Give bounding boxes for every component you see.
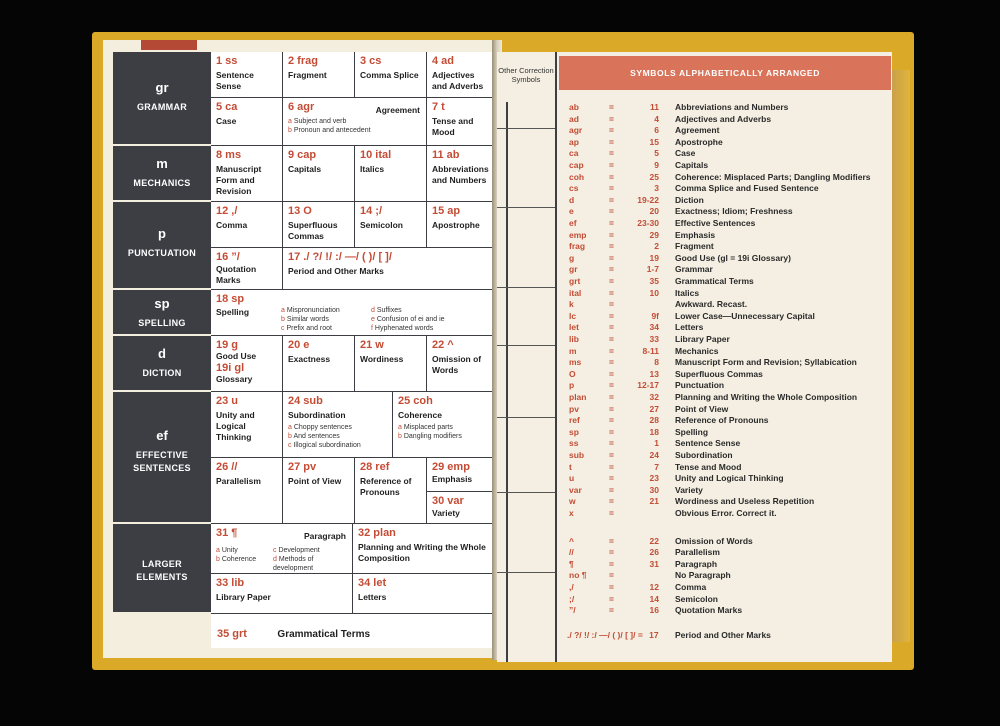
symbol-section: 31 — [649, 558, 659, 569]
symbol-equals: = — [609, 450, 614, 460]
symbol-equals: = — [609, 593, 614, 604]
symbol-row — [569, 450, 889, 462]
symbol-description: Grammatical Terms — [675, 276, 754, 286]
symbol-code: w — [569, 496, 576, 507]
symbol-equals: = — [609, 547, 614, 558]
symbol-section: 1 — [654, 438, 659, 449]
symbol-equals: = — [609, 183, 614, 194]
symbol-equals: = — [609, 345, 614, 356]
symbol-row — [569, 473, 889, 485]
category-grammar: gr GRAMMAR — [113, 52, 211, 144]
symbol-section: 8-11 — [642, 345, 659, 356]
symbol-code: frag — [569, 241, 586, 252]
symbol-description: Punctuation — [675, 380, 725, 391]
symbol-section: 28 — [649, 415, 659, 426]
symbol-row — [569, 605, 889, 617]
symbol-row — [569, 438, 889, 450]
cell-22: 22 ^ Omission of Words — [427, 336, 494, 392]
symbol-description: Reference of Pronouns — [675, 415, 769, 426]
symbol-description: Unity and Logical Thinking — [675, 473, 784, 484]
cell-12: 12 ,/ Comma — [211, 202, 283, 248]
cell-14: 14 ;/ Semicolon — [355, 202, 427, 248]
category-spelling: sp SPELLING — [113, 290, 211, 334]
left-page — [103, 40, 494, 658]
symbol-row — [569, 148, 889, 160]
symbol-section: 26 — [649, 547, 659, 558]
symbol-section: 16 — [649, 605, 659, 616]
symbol-equals: = — [609, 113, 614, 124]
symbol-equals: = — [609, 438, 614, 449]
symbol-description: Superfluous Commas — [675, 368, 763, 379]
symbol-section: 34 — [649, 322, 659, 333]
symbol-row — [569, 264, 889, 276]
cell-7: 7 t Tense and Mood — [427, 98, 494, 146]
symbol-description: Case — [675, 148, 696, 159]
symbol-equals: = — [609, 264, 614, 275]
symbol-row — [569, 380, 889, 392]
symbol-code: t — [569, 461, 572, 472]
symbol-code: g — [569, 252, 575, 263]
symbol-code: emp — [569, 229, 587, 240]
cell-29: 29 emp Emphasis — [427, 458, 494, 492]
symbol-description: Wordiness and Useless Repetition — [675, 496, 815, 507]
symbols-header: SYMBOLS ALPHABETICALLY ARRANGED — [559, 56, 891, 90]
category-mechanics: m MECHANICS — [113, 146, 211, 200]
symbol-code: ss — [569, 438, 579, 449]
cell-10: 10 ital Italics — [355, 146, 427, 202]
symbol-description: Emphasis — [675, 229, 716, 240]
symbol-equals: = — [609, 194, 614, 205]
symbol-row — [569, 172, 889, 184]
symbol-description: Diction — [675, 194, 704, 205]
symbol-description: Paragraph — [675, 558, 718, 569]
symbol-row — [569, 462, 889, 474]
cell-21: 21 w Wordiness — [355, 336, 427, 392]
symbol-code: lib — [569, 334, 579, 344]
symbol-equals: = — [609, 473, 614, 484]
symbol-section: 33 — [649, 334, 659, 344]
symbol-section: 9 — [654, 160, 659, 170]
symbol-equals: = — [609, 558, 614, 569]
symbol-code: sub — [569, 450, 585, 460]
symbol-description: Italics — [675, 287, 700, 298]
symbol-code: gr — [569, 264, 578, 275]
cell-35: 35 grt Grammatical Terms — [217, 628, 371, 640]
symbol-code: agr — [569, 125, 583, 136]
symbol-equals: = — [609, 570, 614, 581]
symbol-description: Coherence: Misplaced Parts; Dangling Modifiers — [675, 171, 871, 182]
symbol-equals: = — [609, 535, 614, 546]
symbol-equals: = — [609, 605, 614, 616]
cell-17: 17 ./ ?/ !/ :/ —/ ( )/ [ ]/ Period and Other Marks — [283, 248, 494, 290]
symbol-code: x — [569, 508, 574, 518]
right-page — [497, 52, 892, 662]
symbol-code: ref — [569, 415, 580, 426]
symbol-section: 18 — [649, 426, 659, 437]
symbol-equals: = — [609, 206, 614, 217]
symbol-description: Mechanics — [675, 345, 719, 356]
symbol-section: 30 — [649, 484, 659, 495]
margin-tick — [497, 492, 555, 493]
symbol-equals: = — [609, 241, 614, 252]
symbol-equals: = — [609, 229, 614, 240]
cell-27: 27 pv Point of View — [283, 458, 355, 524]
cell-3: 3 cs Comma Splice — [355, 52, 427, 98]
margin-tick — [497, 345, 555, 346]
symbol-row — [569, 311, 889, 323]
cell-34: 34 let Letters — [353, 574, 494, 614]
symbol-description: Apostrophe — [675, 136, 723, 147]
symbol-section: 3 — [654, 183, 659, 194]
symbol-row — [569, 299, 889, 311]
cell-8: 8 ms Manuscript Form and Revision — [211, 146, 283, 202]
cell-28: 28 ref Reference of Pronouns — [355, 458, 427, 524]
symbol-section: 19 — [649, 252, 659, 263]
symbol-equals: = — [609, 508, 614, 518]
symbol-row — [569, 508, 889, 520]
symbol-code: e — [569, 206, 574, 217]
symbol-description: Abbreviations and Numbers — [675, 102, 789, 112]
symbol-row — [569, 206, 889, 218]
symbol-code: let — [569, 322, 579, 333]
symbol-equals: = — [609, 426, 614, 437]
symbol-description: Letters — [675, 322, 704, 333]
symbol-description: Sentence Sense — [675, 438, 741, 449]
symbol-section: 21 — [649, 496, 659, 507]
cell-13: 13 O Superfluous Commas — [283, 202, 355, 248]
symbol-section: 6 — [654, 125, 659, 136]
symbol-code: k — [569, 299, 574, 310]
correction-chart-grid — [211, 52, 494, 648]
symbol-section: 19-22 — [637, 194, 659, 205]
symbol-description: Obvious Error. Correct it. — [675, 508, 777, 518]
symbol-description: Awkward. Recast. — [675, 299, 748, 310]
other-correction-symbols-label: Other Correction Symbols — [498, 66, 554, 84]
symbol-description: Library Paper — [675, 334, 730, 344]
symbol-equals: = — [609, 310, 614, 321]
symbol-row — [569, 404, 889, 416]
symbol-description: Fragment — [675, 241, 714, 252]
symbol-code: ef — [569, 218, 577, 228]
symbol-code: ad — [569, 113, 579, 124]
symbol-code: ;/ — [569, 593, 575, 604]
symbol-code: ”/ — [569, 605, 576, 616]
category-diction: d DICTION — [113, 336, 211, 390]
symbol-section: 5 — [654, 148, 659, 159]
margin-tick — [497, 287, 555, 288]
symbol-section: 12 — [649, 582, 659, 592]
symbol-row — [569, 218, 889, 230]
symbol-equals: = — [609, 380, 614, 391]
symbol-row — [569, 570, 889, 582]
symbol-row — [569, 334, 889, 346]
category-larger-elements: LARGER ELEMENTS — [113, 524, 211, 612]
symbol-section: 23-30 — [637, 218, 659, 228]
category-effective-sentences: ef EFFECTIVE SENTENCES — [113, 392, 211, 522]
symbol-description: Effective Sentences — [675, 218, 756, 228]
symbol-description: Variety — [675, 484, 703, 495]
symbol-code: coh — [569, 171, 585, 182]
cell-5: 5 ca Case — [211, 98, 283, 146]
symbol-row — [569, 357, 889, 369]
symbol-code: ^ — [569, 535, 574, 546]
symbol-row — [569, 160, 889, 172]
symbol-equals: = — [609, 392, 614, 402]
symbol-section: 4 — [654, 113, 659, 124]
margin-rule-left — [506, 102, 508, 662]
symbol-code: ¶ — [569, 558, 574, 569]
symbol-description: Adjectives and Adverbs — [675, 113, 772, 124]
symbol-code: O — [569, 368, 576, 379]
symbol-row — [569, 195, 889, 207]
cell-26: 26 // Parallelism — [211, 458, 283, 524]
symbol-row — [569, 230, 889, 242]
symbol-section: 12-17 — [637, 380, 659, 391]
margin-rule-right — [555, 52, 557, 662]
symbol-description: Semicolon — [675, 593, 718, 604]
cell-33: 33 lib Library Paper — [211, 574, 353, 614]
symbol-equals: = — [609, 334, 614, 344]
symbol-section: 27 — [649, 403, 659, 414]
symbols-last-row: ./ ?/ !/ :/ —/ ( )/ [ ]/ = 17 Period and Other Marks — [567, 630, 771, 640]
cell-1: 1 ss Sentence Sense — [211, 52, 283, 98]
symbol-code: ,/ — [569, 582, 574, 592]
symbol-description: Comma — [675, 582, 707, 592]
symbol-code: cap — [569, 160, 584, 170]
symbol-equals: = — [609, 368, 614, 379]
cell-19: 19 g Good Use 19i gl Glossary — [211, 336, 283, 392]
symbol-row — [569, 369, 889, 381]
symbol-description: Comma Splice and Fused Sentence — [675, 183, 819, 194]
symbol-equals: = — [609, 252, 614, 263]
symbol-code: ms — [569, 357, 582, 368]
symbol-row — [569, 241, 889, 253]
cell-18: 18 sp Spelling a Mispronunciation b Similar words c Prefix and root d Suffixes e Confusion of ei and ie f Hyphenated words — [211, 290, 494, 336]
symbol-row — [569, 183, 889, 195]
symbol-code: d — [569, 194, 575, 205]
symbol-code: var — [569, 484, 582, 495]
cell-16: 16 ”/ Quotation Marks — [211, 248, 283, 290]
cell-15: 15 ap Apostrophe — [427, 202, 494, 248]
symbol-description: Quotation Marks — [675, 605, 743, 616]
symbol-equals: = — [609, 136, 614, 147]
symbol-row — [569, 102, 889, 114]
symbol-description: Grammar — [675, 264, 713, 275]
symbol-row — [569, 594, 889, 606]
symbol-section: 10 — [649, 287, 659, 298]
symbol-code: ap — [569, 136, 579, 147]
cell-30: 30 var Variety — [427, 492, 494, 524]
margin-tick — [497, 128, 555, 129]
symbol-row — [569, 496, 889, 508]
symbol-row — [569, 125, 889, 137]
cell-4: 4 ad Adjectives and Adverbs — [427, 52, 494, 98]
symbol-section: 29 — [649, 229, 659, 240]
symbol-description: Spelling — [675, 426, 709, 437]
symbol-equals: = — [609, 322, 614, 333]
symbol-row — [569, 137, 889, 149]
symbol-row — [569, 582, 889, 594]
cell-11: 11 ab Abbreviations and Numbers — [427, 146, 494, 202]
symbol-description: Capitals — [675, 160, 709, 170]
symbol-section: 11 — [650, 102, 659, 112]
symbol-equals: = — [609, 582, 614, 592]
symbol-row — [569, 559, 889, 571]
symbol-equals: = — [609, 484, 614, 495]
symbol-equals: = — [609, 171, 614, 182]
symbol-row — [569, 415, 889, 427]
symbol-description: Subordination — [675, 450, 733, 460]
symbol-section: 35 — [649, 276, 659, 286]
symbol-section: 9f — [651, 310, 659, 321]
symbol-code: ca — [569, 148, 579, 159]
symbol-row — [569, 346, 889, 358]
symbol-code: lc — [569, 310, 577, 321]
symbol-equals: = — [609, 287, 614, 298]
cell-31: 31 ¶ Paragraph a Unity b Coherence c Development d Methods of development — [211, 524, 353, 574]
book-spine-edge — [892, 70, 910, 642]
symbol-section: 14 — [649, 593, 659, 604]
symbol-row — [569, 253, 889, 265]
symbol-equals: = — [609, 357, 614, 368]
symbol-equals: = — [609, 218, 614, 228]
symbol-code: p — [569, 380, 575, 391]
symbol-section: 8 — [654, 357, 659, 368]
symbol-equals: = — [609, 403, 614, 414]
page-tab-mark — [141, 40, 197, 50]
margin-tick — [497, 207, 555, 208]
symbol-description: Exactness; Idiom; Freshness — [675, 206, 793, 217]
symbol-row — [569, 392, 889, 404]
symbol-section: 7 — [654, 461, 659, 472]
symbol-description: Agreement — [675, 125, 720, 136]
symbol-code: sp — [569, 426, 579, 437]
symbol-equals: = — [609, 160, 614, 170]
symbol-code: // — [569, 547, 574, 558]
cell-6: 6 agr Agreement a Subject and verb b Pronoun and antecedent — [283, 98, 427, 146]
symbol-row — [569, 114, 889, 126]
symbol-description: Omission of Words — [675, 535, 753, 546]
symbol-description: Lower Case—Unnecessary Capital — [675, 310, 815, 321]
symbol-row — [569, 547, 889, 559]
margin-tick — [497, 417, 555, 418]
symbol-equals: = — [609, 299, 614, 310]
symbol-section: 25 — [649, 171, 659, 182]
symbol-section: 2 — [654, 241, 659, 252]
symbol-row — [569, 485, 889, 497]
cell-20: 20 e Exactness — [283, 336, 355, 392]
cell-32: 32 plan Planning and Writing the Whole Composition — [353, 524, 494, 574]
symbol-section: 13 — [649, 368, 659, 379]
symbol-equals: = — [609, 415, 614, 426]
symbol-code: cs — [569, 183, 579, 194]
symbol-code: pv — [569, 403, 579, 414]
symbol-code: ital — [569, 287, 582, 298]
cell-9: 9 cap Capitals — [283, 146, 355, 202]
symbol-description: Planning and Writing the Whole Composition — [675, 392, 858, 402]
symbol-description: Point of View — [675, 403, 729, 414]
symbol-row — [569, 322, 889, 334]
symbol-row — [569, 536, 889, 548]
symbol-section: 15 — [649, 136, 659, 147]
symbol-section: 1-7 — [646, 264, 659, 275]
symbol-row — [569, 276, 889, 288]
symbol-equals: = — [609, 102, 614, 112]
symbol-code: grt — [569, 276, 581, 286]
symbol-code: ab — [569, 102, 579, 112]
symbol-equals: = — [609, 148, 614, 159]
symbol-code: no ¶ — [569, 570, 587, 581]
margin-tick — [497, 572, 555, 573]
symbol-description: Manuscript Form and Revision; Syllabication — [675, 357, 857, 368]
symbol-description: No Paragraph — [675, 570, 731, 581]
category-punctuation: p PUNCTUATION — [113, 202, 211, 288]
symbol-equals: = — [609, 461, 614, 472]
symbol-section: 20 — [649, 206, 659, 217]
symbol-equals: = — [609, 276, 614, 286]
symbol-section: 22 — [649, 535, 659, 546]
symbol-section: 32 — [649, 392, 659, 402]
symbol-section: 24 — [649, 450, 659, 460]
cell-25: 25 coh Coherence a Misplaced parts b Dangling modifiers — [393, 392, 494, 458]
symbol-row — [569, 427, 889, 439]
symbol-equals: = — [609, 125, 614, 136]
cell-24: 24 sub Subordination a Choppy sentences b And sentences c Illogical subordination — [283, 392, 393, 458]
symbol-equals: = — [609, 496, 614, 507]
symbol-description: Good Use (gl = 19i Glossary) — [675, 252, 791, 263]
symbol-code: plan — [569, 392, 587, 402]
symbol-row — [569, 288, 889, 300]
symbol-code: m — [569, 345, 577, 356]
symbol-description: Parallelism — [675, 547, 720, 558]
symbol-section: 23 — [649, 473, 659, 484]
cell-2: 2 frag Fragment — [283, 52, 355, 98]
symbol-description: Tense and Mood — [675, 461, 742, 472]
cell-23: 23 u Unity and Logical Thinking — [211, 392, 283, 458]
symbol-code: u — [569, 473, 575, 484]
